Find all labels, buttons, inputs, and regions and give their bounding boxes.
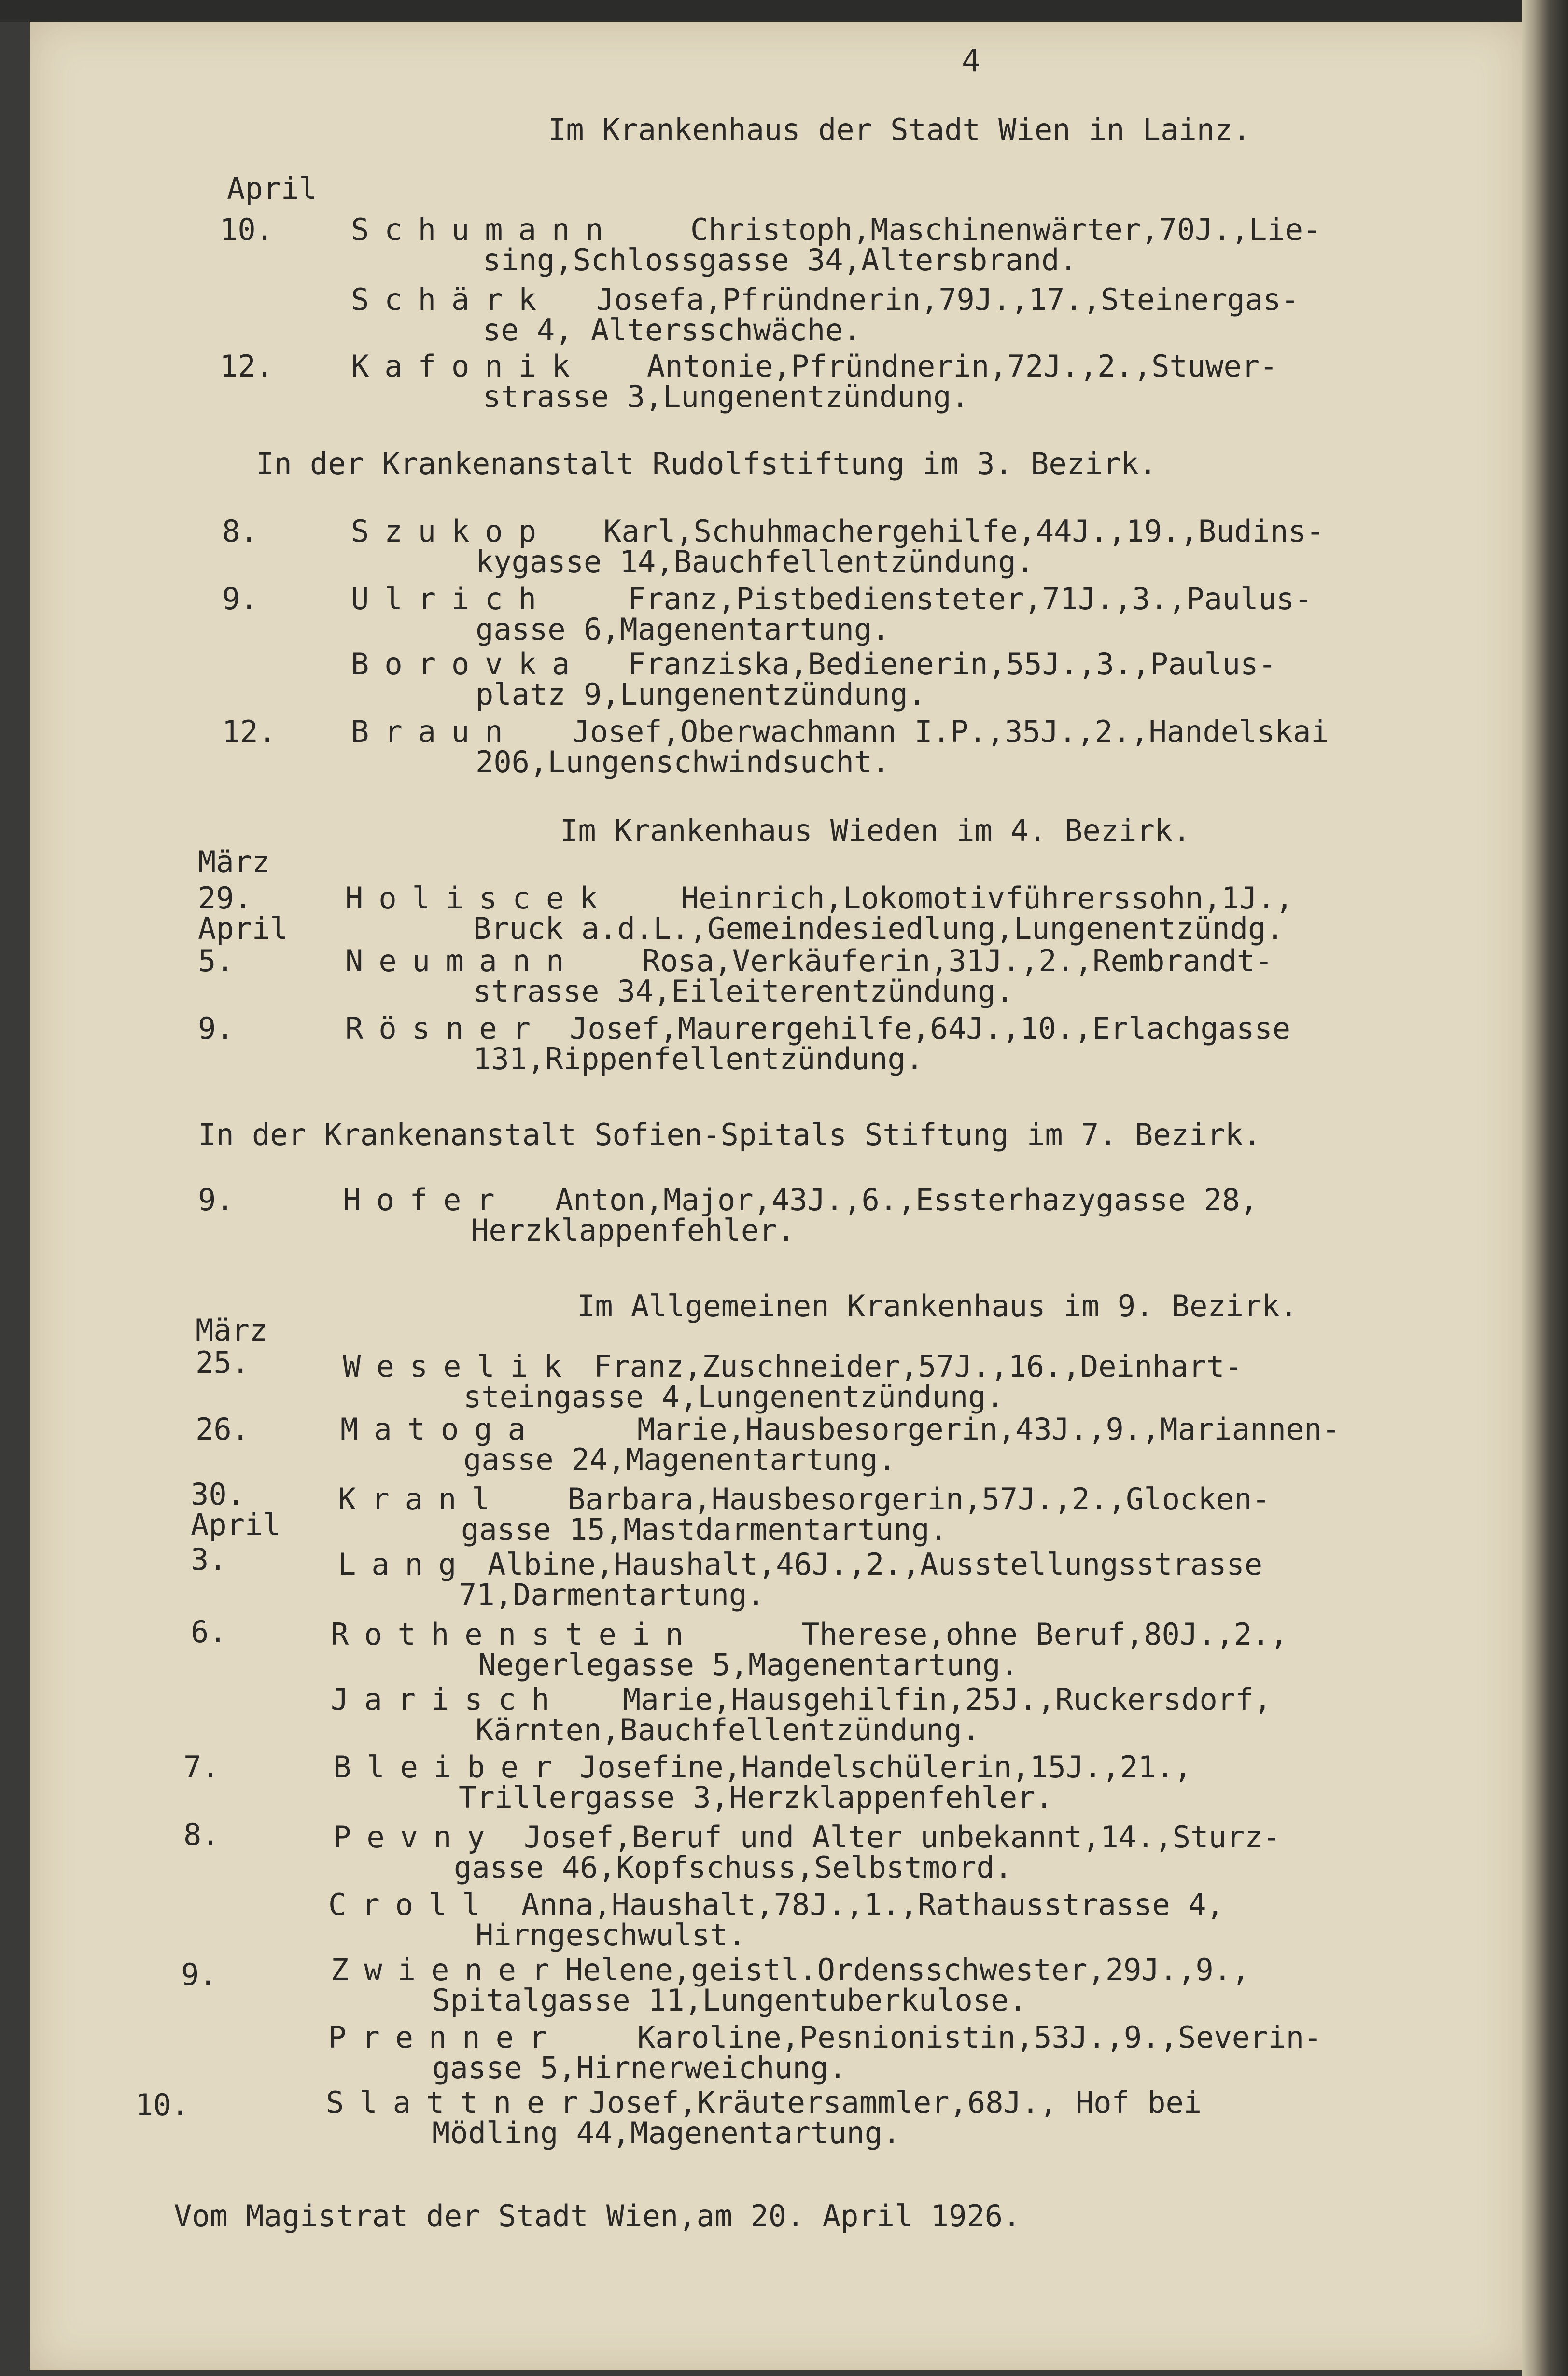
entry-date: 7. xyxy=(183,1749,220,1785)
entry-date: 6. xyxy=(191,1614,227,1649)
entry-details: Franz,Pistbediensteter,71J.,3.,Paulus- xyxy=(628,581,1313,616)
entry-details: Josefa,Pfründnerin,79J.,17.,Steinergas- xyxy=(596,282,1299,317)
entry-surname: Prenner xyxy=(328,2020,563,2055)
entry-details-continued: Hirngeschwulst. xyxy=(476,1917,746,1953)
entry-details-continued: gasse 6,Magenentartung. xyxy=(476,612,890,647)
entry-details: Marie,Hausbesorgerin,43J.,9.,Mariannen- xyxy=(637,1412,1340,1447)
entry-details-continued: Trillergasse 3,Herzklappenfehler. xyxy=(459,1780,1053,1815)
entry-details: Josef,Maurergehilfe,64J.,10.,Erlachgasse xyxy=(570,1011,1291,1046)
entry-details-continued: gasse 5,Hirnerweichung. xyxy=(432,2050,847,2085)
entry-surname: Ulrich xyxy=(351,581,552,616)
entry-details: Antonie,Pfründnerin,72J.,2.,Stuwer- xyxy=(647,349,1278,384)
entry-details-continued: Mödling 44,Magenentartung. xyxy=(432,2115,901,2151)
entry-date: 3. xyxy=(191,1542,227,1577)
scan-top-edge xyxy=(0,0,1568,22)
entry-details: Barbara,Hausbesorgerin,57J.,2.,Glocken- xyxy=(567,1482,1270,1517)
entry-date: 8. xyxy=(222,514,258,549)
entry-details: Anna,Haushalt,78J.,1.,Rathausstrasse 4, xyxy=(521,1887,1224,1922)
entry-details-continued: platz 9,Lungenentzündung. xyxy=(476,677,926,712)
entry-details: Anton,Major,43J.,6.,Essterhazygasse 28, xyxy=(555,1182,1258,1217)
section-heading: Im Krankenhaus Wieden im 4. Bezirk. xyxy=(560,813,1191,848)
entry-details-continued: kygasse 14,Bauchfellentzündung. xyxy=(476,544,1035,579)
entry-details-continued: Herzklappenfehler. xyxy=(471,1213,795,1248)
entry-details-continued: gasse 15,Mastdarmentartung. xyxy=(461,1512,948,1547)
entry-date: 5. xyxy=(198,943,234,978)
entry-surname: Pevny xyxy=(333,1819,501,1855)
entry-details: Rosa,Verkäuferin,31J.,2.,Rembrandt- xyxy=(642,943,1273,978)
entry-details-continued: Spitalgasse 11,Lungentuberkulose. xyxy=(432,1983,1027,2018)
entry-surname: Matoga xyxy=(340,1412,541,1447)
entry-date: 8. xyxy=(183,1817,220,1852)
entry-month: März xyxy=(198,844,270,880)
entry-details: Josef,Oberwachmann I.P.,35J.,2.,Handelskai xyxy=(572,714,1329,749)
page-number: 4 xyxy=(962,43,980,79)
entry-details: Karl,Schuhmachergehilfe,44J.,19.,Budins- xyxy=(603,514,1325,549)
entry-date: 29. xyxy=(198,881,252,916)
entry-details: Marie,Hausgehilfin,25J.,Ruckersdorf, xyxy=(623,1682,1272,1717)
entry-details: Franz,Zuschneider,57J.,16.,Deinhart- xyxy=(594,1349,1243,1384)
entry-surname: Rothenstein xyxy=(331,1617,699,1652)
entry-details: Therese,ohne Beruf,80J.,2., xyxy=(801,1617,1288,1652)
entry-surname: Croll xyxy=(328,1887,496,1922)
entry-surname: Rösner xyxy=(345,1011,546,1046)
entry-details-continued: Negerlegasse 5,Magenentartung. xyxy=(478,1647,1019,1682)
entry-surname: Kafonik xyxy=(351,349,586,384)
footer-signature-line: Vom Magistrat der Stadt Wien,am 20. April 1926. xyxy=(174,2198,1021,2234)
section-heading: Im Allgemeinen Krankenhaus im 9. Bezirk. xyxy=(577,1288,1298,1324)
entry-details-continued: strasse 3,Lungenentzündung. xyxy=(483,379,969,414)
entry-date: 30. xyxy=(191,1477,245,1512)
entry-month: März xyxy=(196,1313,268,1348)
entry-details: Franziska,Bedienerin,55J.,3.,Paulus- xyxy=(628,646,1276,682)
entry-surname: Schumann xyxy=(351,212,619,247)
entry-details: Josef,Beruf und Alter unbekannt,14.,Sturz- xyxy=(524,1819,1281,1855)
entry-surname: Zwiener xyxy=(331,1952,565,1987)
entry-date: 26. xyxy=(196,1412,250,1447)
entry-surname: Braun xyxy=(351,714,518,749)
entry-surname: Borovka xyxy=(351,646,586,682)
entry-details-continued: gasse 46,Kopfschuss,Selbstmord. xyxy=(454,1850,1013,1885)
entry-details: Josefine,Handelschülerin,15J.,21., xyxy=(579,1749,1192,1785)
entry-details-continued: 206,Lungenschwindsucht. xyxy=(476,744,890,780)
section-heading: In der Krankenanstalt Rudolfstiftung im 3. Bezirk. xyxy=(256,446,1157,481)
entry-surname: Weselik xyxy=(343,1349,577,1384)
entry-date: 9. xyxy=(198,1011,234,1046)
entry-surname: Neumann xyxy=(345,943,580,978)
entry-surname: Holiscek xyxy=(345,881,613,916)
entry-details: Christoph,Maschinenwärter,70J.,Lie- xyxy=(690,212,1321,247)
entry-date: 10. xyxy=(220,212,274,247)
entry-surname: Bleiber xyxy=(333,1749,568,1785)
entry-details: Josef,Kräutersammler,68J., Hof bei xyxy=(589,2085,1202,2120)
entry-details-continued: gasse 24,Magenentartung. xyxy=(463,1442,896,1477)
entry-details-continued: Kärnten,Bauchfellentzündung. xyxy=(476,1712,980,1747)
entry-surname: Kranl xyxy=(338,1482,505,1517)
entry-date: 25. xyxy=(196,1345,250,1380)
entry-month: April xyxy=(198,911,288,946)
entry-details-continued: strasse 34,Eileiterentzündung. xyxy=(473,974,1014,1009)
entry-surname: Slattner xyxy=(326,2085,594,2120)
entry-month: April xyxy=(227,171,317,206)
section-heading: In der Krankenanstalt Sofien-Spitals Stiftung im 7. Bezirk. xyxy=(198,1117,1261,1152)
section-heading: Im Krankenhaus der Stadt Wien in Lainz. xyxy=(548,112,1251,147)
entry-month: April xyxy=(191,1507,281,1542)
entry-surname: Szukop xyxy=(351,514,552,549)
entry-date: 9. xyxy=(181,1957,217,1992)
entry-details-continued: steingasse 4,Lungenentzündung. xyxy=(463,1379,1004,1414)
book-spine xyxy=(1522,0,1568,2376)
entry-details-continued: Bruck a.d.L.,Gemeindesiedlung,Lungenentzündg. xyxy=(473,911,1284,946)
entry-surname: Hofer xyxy=(343,1182,510,1217)
entry-details-continued: sing,Schlossgasse 34,Altersbrand. xyxy=(483,242,1078,278)
entry-details-continued: 71,Darmentartung. xyxy=(459,1577,765,1612)
entry-date: 12. xyxy=(222,714,276,749)
entry-date: 12. xyxy=(220,349,274,384)
entry-date: 9. xyxy=(222,581,258,616)
entry-details: Albine,Haushalt,46J.,2.,Ausstellungsstrasse xyxy=(488,1547,1263,1582)
entry-details-continued: se 4, Altersschwäche. xyxy=(483,312,861,348)
entry-date: 10. xyxy=(135,2087,189,2123)
entry-details-continued: 131,Rippenfellentzündung. xyxy=(473,1041,924,1076)
entry-details: Karoline,Pesnionistin,53J.,9.,Severin- xyxy=(637,2020,1322,2055)
entry-surname: Schärk xyxy=(351,282,552,317)
entry-surname: Lang xyxy=(338,1547,472,1582)
entry-surname: Jarisch xyxy=(331,1682,565,1717)
entry-details: Heinrich,Lokomotivführerssohn,1J., xyxy=(681,881,1294,916)
entry-details: Helene,geistl.Ordensschwester,29J.,9., xyxy=(565,1952,1250,1987)
entry-date: 9. xyxy=(198,1182,234,1217)
